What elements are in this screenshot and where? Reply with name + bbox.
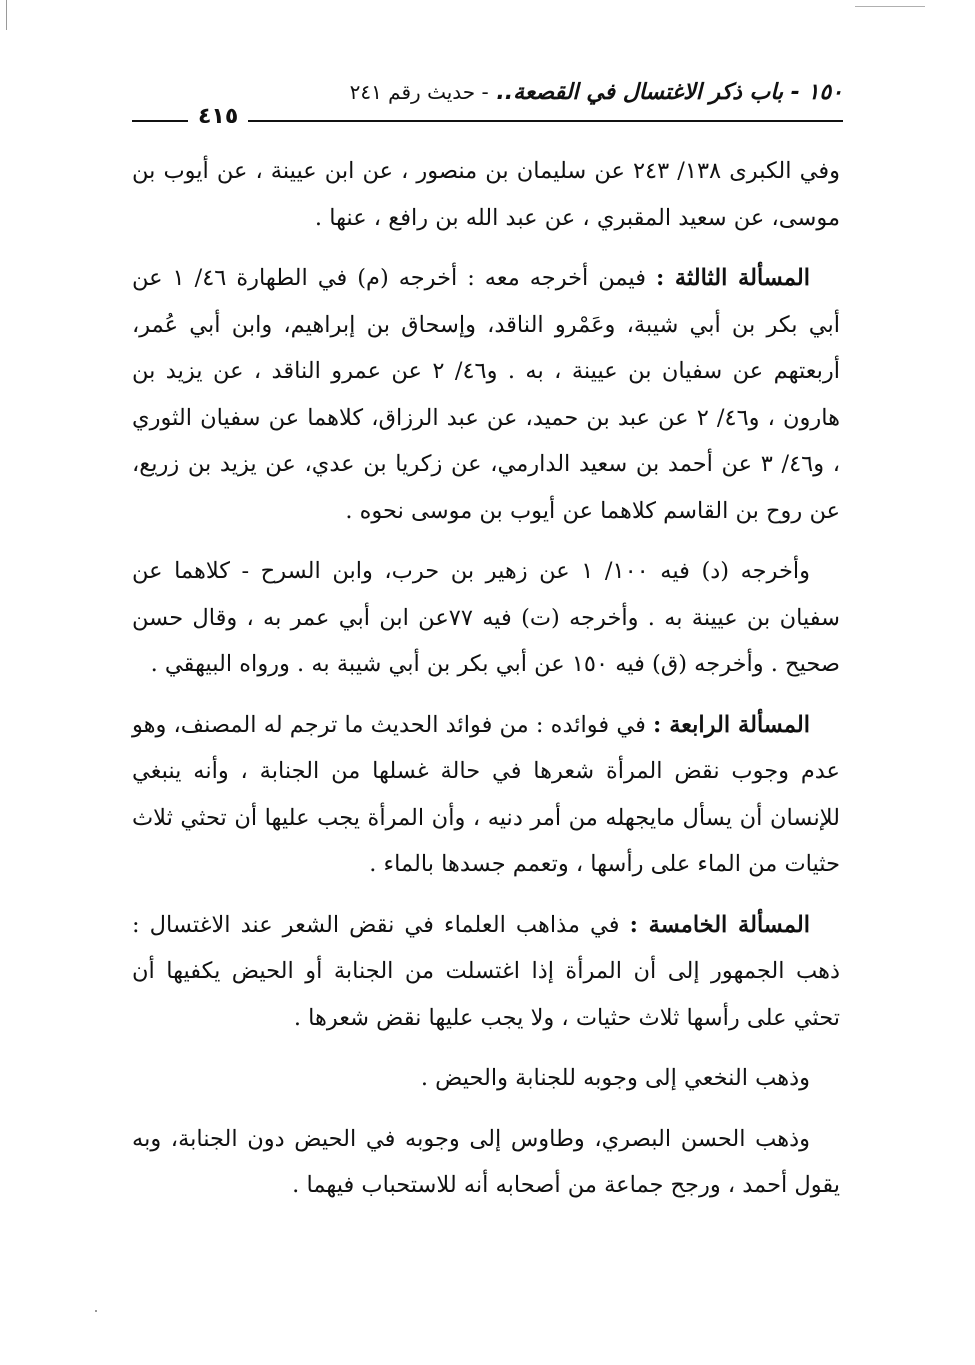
paragraph-issue-four [132, 702, 840, 888]
paragraph-issue-three [132, 255, 840, 534]
paragraph-hasan-view [132, 1116, 840, 1209]
paragraph-source-note [132, 148, 840, 241]
paragraph-text: فيمن أخرجه معه : أخرجه (م) في الطهارة ٤٦/ ١ عن أبي بكر بن أبي شيبة، وعَمْرو الناقد، وإسحاق بن إبراهيم، وابن أبي عُمر، أربعتهم عن سفيان بن عيينة ، به . و٤٦/ ٢ عن عمرو الناقد ، عن يزيد بن هارون ، و٤٦/ ٢ عن عبد بن حميد، عن عبد الرزاق، كلاهما عن سفيان الثوري ، و٤٦/ ٣ عن أحمد بن سعيد الدارمي، عن زكريا بن عدي، عن يزيد بن زريع، عن روح بن القاسم كلاهما عن أيوب بن موسى نحوه . [132, 265, 841, 524]
section-heading: المسألة الثالثة : [655, 265, 810, 291]
paragraph-text: وفي الكبرى ١٣٨/ ٢٤٣ عن سليمان بن منصور ، عن ابن عيينة ، عن أيوب بن موسى، عن سعيد المقبري ، عن عبد الله بن رافع ، عنها . [132, 158, 840, 231]
running-head [350, 80, 843, 105]
paragraph-text: في مذاهب العلماء في نقض الشعر عند الاغتسال : ذهب الجمهور إلى أن المرأة إذا اغتسلت من الجنابة أو الحيض يكفيها أن تحثي على رأسها ثلاث حثيات ، ولا يجب عليها نقض شعرها . [132, 911, 840, 1031]
paragraph-text: وذهب النخعي إلى وجوبه للجنابة والحيض . [420, 1065, 810, 1091]
scan-edge-mark [6, 0, 7, 30]
section-heading: المسألة الخامسة : [629, 911, 810, 938]
page-number: ٤١٥ [188, 104, 248, 129]
paragraph-nakhai-view [132, 1055, 840, 1102]
page-header [132, 80, 843, 132]
paragraph-other-takhrij [132, 548, 840, 688]
hadith-reference: - حديث رقم ٢٤١ [349, 80, 489, 104]
section-heading: المسألة الرابعة : [653, 711, 810, 738]
chapter-title: ١٥٠ - باب ذكر الاغتسال في القصعة.. [496, 80, 843, 105]
paragraph-text: وأخرجه (د) فيه ١٠٠/ ١ عن زهير بن حرب، وابن السرح - كلاهما عن سفيان بن عيينة به . وأخرجه (ت) فيه ٧٧عن ابن أبي عمر به ، وقال حسن صحيح . وأخرجه (ق) فيه ١٥٠ عن أبي بكر بن أبي شيبة به . ورواه البيهقي . [132, 558, 840, 677]
paragraph-issue-five [132, 902, 840, 1042]
scan-speck [95, 1310, 97, 1312]
paragraph-text: وذهب الحسن البصري، وطاوس إلى وجوبه في الحيض دون الجنابة، وبه يقول أحمد ، ورجح جماعة من أصحابه أنه للاستحباب فيهما . [132, 1125, 840, 1198]
paragraph-text: في فوائده : من فوائد الحديث ما ترجم له المصنف، وهو عدم وجوب نقض المرأة شعرها في حالة غسلها من الجنابة ، وأنه ينبغي للإنسان أن يسأل مايجهله من أمر دنيه ، وأن المرأة يجب عليها أن تحثي ثلاث حثيات من الماء على رأسها ، وتعمم جسدها بالماء . [132, 711, 840, 877]
page-body [132, 148, 840, 1223]
scan-edge-mark-top [855, 6, 925, 7]
